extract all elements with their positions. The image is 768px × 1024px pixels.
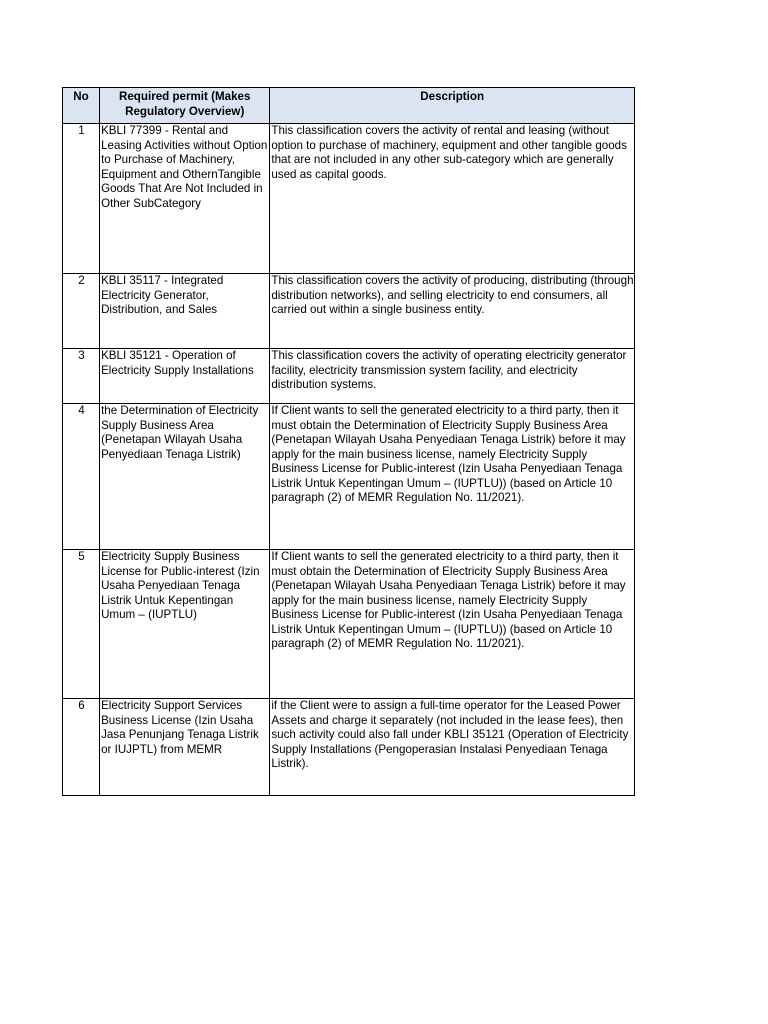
row-number: 5 <box>63 550 100 699</box>
required-permit-cell: Electricity Supply Business License for Public-interest (Izin Usaha Penyediaan Tenaga Listrik Untuk Kepentingan Umum – (IUPTLU) <box>100 550 270 699</box>
description-cell: This classification covers the activity of producing, distributing (through distribution networks), and selling electricity to end consumers, all carried out within a single business entity. <box>270 274 635 349</box>
row-number: 6 <box>63 699 100 796</box>
table-header-row <box>63 88 635 124</box>
permit-table <box>62 87 635 796</box>
row-number: 3 <box>63 349 100 404</box>
description-cell: if the Client were to assign a full-time operator for the Leased Power Assets and charge it separately (not included in the lease fees), then such activity could also fall under KBLI 35121 (Operation of Electricity Supply Installations (Pengoperasian Instalasi Penyediaan Tenaga Listrik). <box>270 699 635 796</box>
required-permit-cell: Electricity Support Services Business License (Izin Usaha Jasa Penunjang Tenaga Listrik or IUJPTL) from MEMR <box>100 699 270 796</box>
table-row <box>63 274 635 349</box>
table-row <box>63 404 635 550</box>
required-permit-cell: the Determination of Electricity Supply Business Area (Penetapan Wilayah Usaha Penyediaan Tenaga Listrik) <box>100 404 270 550</box>
description-cell: This classification covers the activity of operating electricity generator facility, electricity transmission system facility, and electricity distribution systems. <box>270 349 635 404</box>
row-number: 1 <box>63 124 100 274</box>
table-row <box>63 550 635 699</box>
table-row <box>63 349 635 404</box>
table-row <box>63 699 635 796</box>
header-no: No <box>63 88 100 124</box>
header-required-permit: Required permit (Makes Regulatory Overview) <box>100 88 270 124</box>
row-number: 4 <box>63 404 100 550</box>
table-row <box>63 124 635 274</box>
row-number: 2 <box>63 274 100 349</box>
required-permit-cell: KBLI 77399 - Rental and Leasing Activities without Option to Purchase of Machinery, Equipment and OthernTangible Goods That Are Not Included in Other SubCategory <box>100 124 270 274</box>
required-permit-cell: KBLI 35121 - Operation of Electricity Supply Installations <box>100 349 270 404</box>
header-description: Description <box>270 88 635 124</box>
description-cell: If Client wants to sell the generated electricity to a third party, then it must obtain the Determination of Electricity Supply Business Area (Penetapan Wilayah Usaha Penyediaan Tenaga Listrik) before it may apply for the main business license, namely Electricity Supply Business License for Public-interest (Izin Usaha Penyediaan Tenaga Listrik Untuk Kepentingan Umum – (IUPTLU)) (based on Article 10 paragraph (2) of MEMR Regulation No. 11/2021). <box>270 404 635 550</box>
description-cell: This classification covers the activity of rental and leasing (without option to purchase of machinery, equipment and other tangible goods that are not included in any other sub-category which are generally used as capital goods. <box>270 124 635 274</box>
required-permit-cell: KBLI 35117 - Integrated Electricity Generator, Distribution, and Sales <box>100 274 270 349</box>
description-cell: If Client wants to sell the generated electricity to a third party, then it must obtain the Determination of Electricity Supply Business Area (Penetapan Wilayah Usaha Penyediaan Tenaga Listrik) before it may apply for the main business license, namely Electricity Supply Business License for Public-interest (Izin Usaha Penyediaan Tenaga Listrik Untuk Kepentingan Umum – (IUPTLU)) (based on Article 10 paragraph (2) of MEMR Regulation No. 11/2021). <box>270 550 635 699</box>
